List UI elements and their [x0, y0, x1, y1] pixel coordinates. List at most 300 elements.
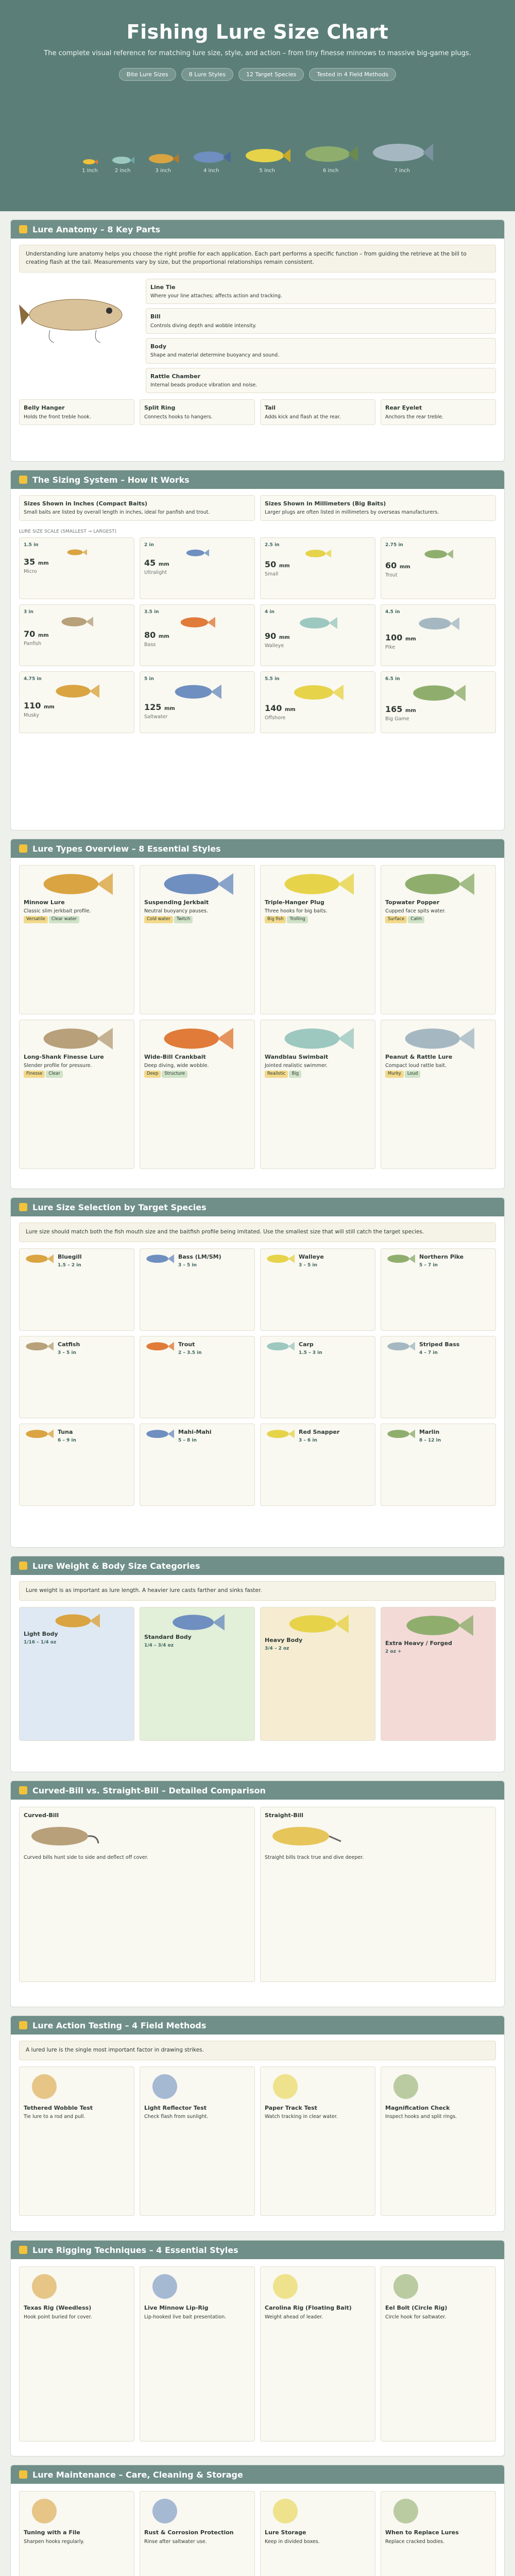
lure-type-name: Wide-Bill Crankbait	[144, 1054, 206, 1060]
weight-card	[260, 1607, 375, 1741]
fish-icon	[371, 140, 433, 165]
rig-illustration-icon	[144, 2271, 185, 2302]
lure-icon	[282, 1024, 354, 1053]
size-note: Walleye	[265, 642, 284, 649]
species-card	[19, 1336, 134, 1418]
size-note: Small	[265, 571, 279, 577]
section-intro: Lure size should match both the fish mouth size and the baitfish profile being imitated. Use the smallest size that will still catch the target species.	[19, 1223, 496, 1242]
fish-icon	[66, 548, 87, 556]
fish-icon	[423, 548, 453, 560]
section-heading: Lure Weight & Body Size Categories	[11, 1556, 504, 1575]
size-card	[381, 537, 496, 599]
species-name: Marlin	[419, 1428, 440, 1435]
lure-icon	[161, 870, 233, 899]
weight-card	[19, 1607, 134, 1741]
straight-bill-lure-icon	[265, 1821, 342, 1852]
lure-tag: Clear	[46, 1071, 62, 1078]
action-name: Light Reflector Test	[144, 2105, 207, 2112]
section-heading: Lure Action Testing – 4 Field Methods	[11, 2016, 504, 2035]
size-value: 140 mm	[265, 703, 296, 714]
species-image	[385, 1253, 416, 1326]
test-illustration-icon	[24, 2071, 65, 2102]
species-fish-icon	[145, 1428, 174, 1439]
section-weight	[10, 1556, 505, 1772]
lure-type-card	[19, 865, 134, 1014]
maintenance-grid	[11, 2484, 504, 2576]
types-grid	[11, 858, 504, 1177]
size-label: 2.75 in	[385, 542, 403, 548]
section-species	[10, 1197, 505, 1548]
section-heading: The Sizing System – How It Works	[11, 470, 504, 489]
species-card	[140, 1248, 255, 1331]
rigging-card	[140, 2266, 255, 2442]
size-value: 100 mm	[385, 633, 416, 643]
species-size: 5 – 8 in	[178, 1438, 197, 1444]
species-name: Red Snapper	[299, 1428, 340, 1435]
size-value: 45 mm	[144, 558, 169, 568]
lure-type-card	[381, 1020, 496, 1169]
section-heading: Lure Anatomy – 8 Key Parts	[11, 220, 504, 239]
weight-name: Heavy Body	[265, 1636, 303, 1643]
size-note: Saltwater	[144, 714, 168, 720]
rigging-card	[260, 2266, 375, 2442]
size-grid	[11, 537, 504, 741]
weight-range: 2 oz +	[385, 1649, 402, 1655]
size-value: 35 mm	[24, 557, 49, 567]
species-name: Bass (LM/SM)	[178, 1253, 221, 1260]
lure-diagram	[19, 279, 138, 356]
size-note: Trout	[385, 572, 398, 578]
species-size: 4 – 7 in	[419, 1350, 438, 1356]
size-value: 165 mm	[385, 704, 416, 715]
species-size: 3 – 6 in	[299, 1438, 317, 1444]
size-value: 70 mm	[24, 629, 49, 639]
weight-lure-icon	[54, 1612, 100, 1630]
action-card	[260, 2066, 375, 2216]
section-marker-icon	[19, 476, 27, 484]
lure-tag: Trolling	[287, 916, 307, 923]
action-desc: Check flash from sunlight.	[144, 2114, 209, 2120]
lure-tag: Cold water	[144, 916, 173, 923]
species-card	[19, 1248, 134, 1331]
lure-icon	[41, 1024, 113, 1053]
weight-lure-icon	[287, 1612, 349, 1636]
pill-sizes: Bite Lure Sizes	[119, 68, 176, 81]
species-size: 8 – 12 in	[419, 1438, 441, 1444]
weight-range: 1/16 – 1/4 oz	[24, 1640, 57, 1646]
size-card	[19, 604, 134, 666]
fish-icon	[111, 156, 134, 165]
section-intro: Understanding lure anatomy helps you choose the right profile for each application. Each part performs a specific function – from guiding the retrieve at the bill to creating flash at the tail. Measurements vary by size, but the proportional relationships remain consistent.	[19, 245, 496, 273]
rigging-grid	[11, 2259, 504, 2450]
lure-icon	[41, 870, 113, 899]
weight-range: 3/4 – 2 oz	[265, 1646, 289, 1652]
section-heading: Lure Maintenance – Care, Cleaning & Storage	[11, 2465, 504, 2484]
lure-type-desc: Neutral buoyancy pauses.	[144, 908, 208, 914]
section-heading: Lure Rigging Techniques – 4 Essential Styles	[11, 2241, 504, 2259]
action-name: Paper Track Test	[265, 2105, 317, 2112]
species-size: 1.5 – 2 in	[58, 1263, 81, 1268]
weight-lure-icon	[404, 1612, 473, 1639]
rigging-name: Eel Bolt (Circle Rig)	[385, 2304, 448, 2312]
lure-icon	[161, 1024, 233, 1053]
fish-icon	[411, 682, 466, 704]
lure-tag: Loud	[405, 1071, 421, 1078]
maintenance-name: Rust & Corrosion Protection	[144, 2529, 234, 2536]
species-fish-icon	[266, 1253, 295, 1264]
lure-icon	[282, 870, 354, 899]
lure-type-name: Wandblau Swimbait	[265, 1054, 329, 1060]
sizing-mm: Sizes Shown in Millimeters (Big Baits) Larger plugs are often listed in millimeters by overseas manufacturers.	[260, 495, 496, 521]
size-label: 2 in	[144, 542, 154, 548]
scale-label: LURE SIZE SCALE (SMALLEST → LARGEST)	[19, 529, 117, 534]
rigging-desc: Weight ahead of leader.	[265, 2314, 323, 2320]
size-card	[260, 537, 375, 599]
species-name: Mahi-Mahi	[178, 1428, 212, 1435]
weight-range: 1/4 – 3/4 oz	[144, 1643, 174, 1649]
test-illustration-icon	[144, 2071, 185, 2102]
species-card	[140, 1423, 255, 1506]
species-fish-icon	[266, 1428, 295, 1439]
action-grid	[11, 2066, 504, 2224]
species-name: Trout	[178, 1341, 195, 1348]
page-subtitle: The complete visual reference for matching lure size, style, and action – from tiny finesse minnows to massive big-game plugs.	[44, 49, 471, 57]
action-card	[381, 2066, 496, 2216]
maintenance-name: Tuning with a File	[24, 2529, 80, 2536]
lure-tag: Deep	[144, 1071, 161, 1078]
rigging-name: Live Minnow Lip-Rig	[144, 2304, 209, 2312]
section-marker-icon	[19, 1562, 27, 1570]
pill-species: 12 Target Species	[238, 68, 304, 81]
lure-type-name: Suspending Jerkbait	[144, 899, 209, 906]
lure-type-name: Topwater Popper	[385, 899, 440, 906]
action-card	[19, 2066, 134, 2216]
rigging-name: Carolina Rig (Floating Bait)	[265, 2304, 352, 2312]
size-label: 3.5 in	[144, 609, 159, 615]
hero-fish-row	[0, 101, 515, 174]
lure-tag: Versatile	[24, 916, 48, 923]
size-label: 5 in	[144, 676, 154, 682]
species-fish-icon	[386, 1253, 415, 1264]
lure-type-card	[140, 865, 255, 1014]
species-card	[381, 1423, 496, 1506]
size-card	[140, 671, 255, 733]
action-name: Magnification Check	[385, 2105, 450, 2112]
size-note: Musky	[24, 712, 39, 718]
anatomy-part: Body Shape and material determine buoyancy and sound.	[146, 338, 496, 364]
species-fish-icon	[145, 1253, 174, 1264]
size-value: 90 mm	[265, 631, 290, 641]
species-card	[260, 1423, 375, 1506]
rigging-desc: Circle hook for saltwater.	[385, 2314, 447, 2320]
maintenance-desc: Rinse after saltwater use.	[144, 2538, 207, 2545]
fish-icon	[417, 615, 459, 632]
fish-icon	[54, 682, 99, 700]
rigging-card	[19, 2266, 134, 2442]
maintenance-desc: Keep in divided boxes.	[265, 2538, 320, 2545]
section-marker-icon	[19, 844, 27, 853]
species-name: Striped Bass	[419, 1341, 460, 1348]
section-anatomy	[10, 219, 505, 462]
maintenance-card	[19, 2491, 134, 2576]
page-title: Fishing Lure Size Chart	[126, 21, 389, 43]
size-card	[19, 671, 134, 733]
species-image	[265, 1253, 296, 1326]
lure-type-card	[381, 865, 496, 1014]
size-label: 2.5 in	[265, 542, 280, 548]
section-marker-icon	[19, 2246, 27, 2254]
anatomy-part: Rattle Chamber Internal beads produce vibration and noise.	[146, 368, 496, 394]
size-label: 4.75 in	[24, 676, 42, 682]
fish-icon	[179, 615, 215, 630]
species-name: Walleye	[299, 1253, 324, 1260]
species-fish-icon	[25, 1428, 54, 1439]
lure-tag: Surface	[385, 916, 407, 923]
lure-type-name: Long-Shank Finesse Lure	[24, 1054, 104, 1060]
species-size: 6 – 9 in	[58, 1438, 76, 1444]
size-note: Micro	[24, 568, 37, 574]
species-size: 5 – 7 in	[419, 1263, 438, 1268]
anatomy-extra: Belly Hanger Holds the front treble hook.	[19, 399, 134, 425]
size-label: 1.5 in	[24, 542, 39, 548]
lure-tag: Big	[289, 1071, 301, 1078]
fish-icon	[298, 615, 337, 631]
lure-tag: Twitch	[174, 916, 193, 923]
size-card	[260, 671, 375, 733]
fish-icon	[192, 149, 231, 165]
size-card	[260, 604, 375, 666]
pill-styles: 8 Lure Styles	[181, 68, 233, 81]
species-size: 1.5 – 3 in	[299, 1350, 322, 1356]
size-value: 125 mm	[144, 702, 175, 713]
lure-type-name: Minnow Lure	[24, 899, 65, 906]
lure-type-card	[260, 1020, 375, 1169]
lure-tag: Murky	[385, 1071, 404, 1078]
hero-fish: 5 inch	[244, 146, 290, 174]
section-rigging	[10, 2240, 505, 2456]
size-label: 4 in	[265, 609, 274, 615]
action-name: Tethered Wobble Test	[24, 2105, 93, 2112]
lure-type-card	[260, 865, 375, 1014]
section-marker-icon	[19, 1203, 27, 1211]
anatomy-extra: Split Ring Connects hooks to hangers.	[140, 399, 255, 425]
maintenance-name: Lure Storage	[265, 2529, 306, 2536]
size-value: 80 mm	[144, 630, 169, 640]
species-card	[260, 1336, 375, 1418]
hero-fish: 3 inch	[148, 152, 179, 174]
rig-illustration-icon	[24, 2271, 65, 2302]
size-note: Ultralight	[144, 569, 167, 575]
maintenance-illustration-icon	[24, 2496, 65, 2527]
lure-tag: Realistic	[265, 1071, 288, 1078]
pill-methods: Tested in 4 Field Methods	[309, 68, 396, 81]
action-desc: Watch tracking in clear water.	[265, 2114, 338, 2120]
species-image	[24, 1253, 55, 1326]
fish-icon	[173, 682, 221, 702]
size-card	[381, 604, 496, 666]
size-label: 5.5 in	[265, 676, 280, 682]
size-note: Pike	[385, 644, 396, 650]
fish-icon	[244, 146, 290, 165]
header-pills	[0, 68, 515, 81]
size-label: 6.5 in	[385, 676, 400, 682]
weight-name: Extra Heavy / Forged	[385, 1639, 452, 1647]
species-size: 3 – 5 in	[58, 1350, 76, 1356]
lure-type-desc: Three hooks for big baits.	[265, 908, 328, 914]
fish-icon	[148, 152, 179, 165]
lure-type-desc: Slender profile for pressure.	[24, 1063, 92, 1069]
lure-tag: Finesse	[24, 1071, 45, 1078]
weight-card	[140, 1607, 255, 1741]
lure-type-desc: Jointed realistic swimmer.	[265, 1063, 328, 1069]
section-marker-icon	[19, 1786, 27, 1794]
species-fish-icon	[25, 1253, 54, 1264]
size-card	[140, 604, 255, 666]
species-size: 3 – 5 in	[299, 1263, 317, 1268]
fish-icon	[82, 159, 98, 165]
rigging-name: Texas Rig (Weedless)	[24, 2304, 92, 2312]
weight-name: Light Body	[24, 1630, 58, 1637]
section-intro: A lured lure is the single most important factor in drawing strikes.	[19, 2041, 496, 2060]
species-grid	[11, 1248, 504, 1514]
species-name: Catfish	[58, 1341, 80, 1348]
species-image	[144, 1428, 175, 1501]
maintenance-illustration-icon	[265, 2496, 306, 2527]
fish-icon	[292, 682, 344, 703]
maintenance-illustration-icon	[385, 2496, 426, 2527]
lure-type-card	[19, 1020, 134, 1169]
size-label: 3 in	[24, 609, 33, 615]
size-card	[19, 537, 134, 599]
anatomy-extra: Tail Adds kick and flash at the rear.	[260, 399, 375, 425]
section-heading: Lure Size Selection by Target Species	[11, 1198, 504, 1216]
fish-icon	[60, 615, 93, 629]
size-card	[381, 671, 496, 733]
fish-icon	[304, 143, 358, 165]
fish-icon	[304, 548, 331, 559]
size-note: Offshore	[265, 715, 286, 721]
anatomy-part: Line Tie Where your line attaches; affects action and tracking.	[146, 279, 496, 304]
hero-fish: 2 inch	[111, 156, 134, 174]
species-card	[260, 1248, 375, 1331]
species-fish-icon	[386, 1341, 415, 1352]
species-name: Bluegill	[58, 1253, 82, 1260]
size-value: 110 mm	[24, 701, 55, 711]
size-value: 60 mm	[385, 561, 410, 571]
rig-illustration-icon	[385, 2271, 426, 2302]
size-card	[140, 537, 255, 599]
species-fish-icon	[145, 1341, 174, 1352]
species-image	[265, 1428, 296, 1501]
section-marker-icon	[19, 225, 27, 233]
maintenance-desc: Replace cracked bodies.	[385, 2538, 445, 2545]
lure-tag: Big fish	[265, 916, 286, 923]
maintenance-card	[140, 2491, 255, 2576]
species-fish-icon	[25, 1341, 54, 1352]
species-image	[385, 1428, 416, 1501]
species-size: 2 – 3.5 in	[178, 1350, 202, 1356]
species-image	[24, 1341, 55, 1414]
size-note: Big Game	[385, 716, 409, 722]
species-name: Northern Pike	[419, 1253, 464, 1260]
maintenance-card	[260, 2491, 375, 2576]
maintenance-illustration-icon	[144, 2496, 185, 2527]
species-name: Carp	[299, 1341, 314, 1348]
lure-type-name: Peanut & Rattle Lure	[385, 1054, 453, 1060]
section-heading: Curved-Bill vs. Straight-Bill – Detailed Comparison	[11, 1781, 504, 1800]
lure-tag: Clear water	[49, 916, 79, 923]
species-image	[144, 1341, 175, 1414]
species-fish-icon	[266, 1341, 295, 1352]
species-name: Tuna	[58, 1428, 73, 1435]
section-action	[10, 2015, 505, 2232]
species-fish-icon	[386, 1428, 415, 1439]
weight-grid	[11, 1607, 504, 1749]
sizing-inches: Sizes Shown in Inches (Compact Baits) Small baits are listed by overall length in inches, ideal for panfish and trout.	[19, 495, 255, 521]
size-value: 50 mm	[265, 560, 290, 570]
hero-fish: 4 inch	[192, 149, 231, 174]
header	[0, 0, 515, 211]
species-card	[19, 1423, 134, 1506]
size-label: 4.5 in	[385, 609, 400, 615]
test-illustration-icon	[385, 2071, 426, 2102]
fish-icon	[185, 548, 209, 557]
species-card	[140, 1336, 255, 1418]
lure-type-desc: Deep diving, wide wobble.	[144, 1063, 209, 1069]
lure-type-desc: Compact loud rattle bait.	[385, 1063, 447, 1069]
maintenance-card	[381, 2491, 496, 2576]
maintenance-name: When to Replace Lures	[385, 2529, 459, 2536]
species-image	[385, 1341, 416, 1414]
species-image	[24, 1428, 55, 1501]
action-desc: Tie lure to a rod and pull.	[24, 2114, 85, 2120]
action-card	[140, 2066, 255, 2216]
test-illustration-icon	[265, 2071, 306, 2102]
species-image	[265, 1341, 296, 1414]
species-card	[381, 1248, 496, 1331]
section-sizing	[10, 470, 505, 831]
section-marker-icon	[19, 2470, 27, 2479]
lure-type-desc: Cupped face spits water.	[385, 908, 446, 914]
rigging-desc: Lip-hooked live bait presentation.	[144, 2314, 227, 2320]
anatomy-extra: Rear Eyelet Anchors the rear treble.	[381, 399, 496, 425]
lure-icon	[402, 1024, 474, 1053]
weight-lure-icon	[170, 1612, 225, 1633]
hero-fish: 1 inch	[82, 159, 98, 174]
lure-tag: Structure	[162, 1071, 187, 1078]
lure-type-card	[140, 1020, 255, 1169]
hero-fish: 6 inch	[304, 143, 358, 174]
maintenance-desc: Sharpen hooks regularly.	[24, 2538, 84, 2545]
weight-name: Standard Body	[144, 1633, 192, 1640]
rigging-desc: Hook point buried for cover.	[24, 2314, 92, 2320]
lure-icon	[402, 870, 474, 899]
curved-bill-lure-icon	[24, 1821, 101, 1852]
size-note: Bass	[144, 641, 156, 648]
rig-illustration-icon	[265, 2271, 306, 2302]
anatomy-part: Bill Controls diving depth and wobble intensity.	[146, 308, 496, 334]
lure-type-name: Triple-Hanger Plug	[265, 899, 324, 906]
section-marker-icon	[19, 2021, 27, 2029]
straight-bill-card: Straight-Bill Straight bills track true and dive deeper.	[260, 1807, 496, 1982]
species-image	[144, 1253, 175, 1326]
size-note: Panfish	[24, 640, 42, 647]
rigging-card	[381, 2266, 496, 2442]
section-types	[10, 839, 505, 1189]
weight-card	[381, 1607, 496, 1741]
species-size: 3 – 5 in	[178, 1263, 197, 1268]
section-heading: Lure Types Overview – 8 Essential Styles	[11, 839, 504, 858]
